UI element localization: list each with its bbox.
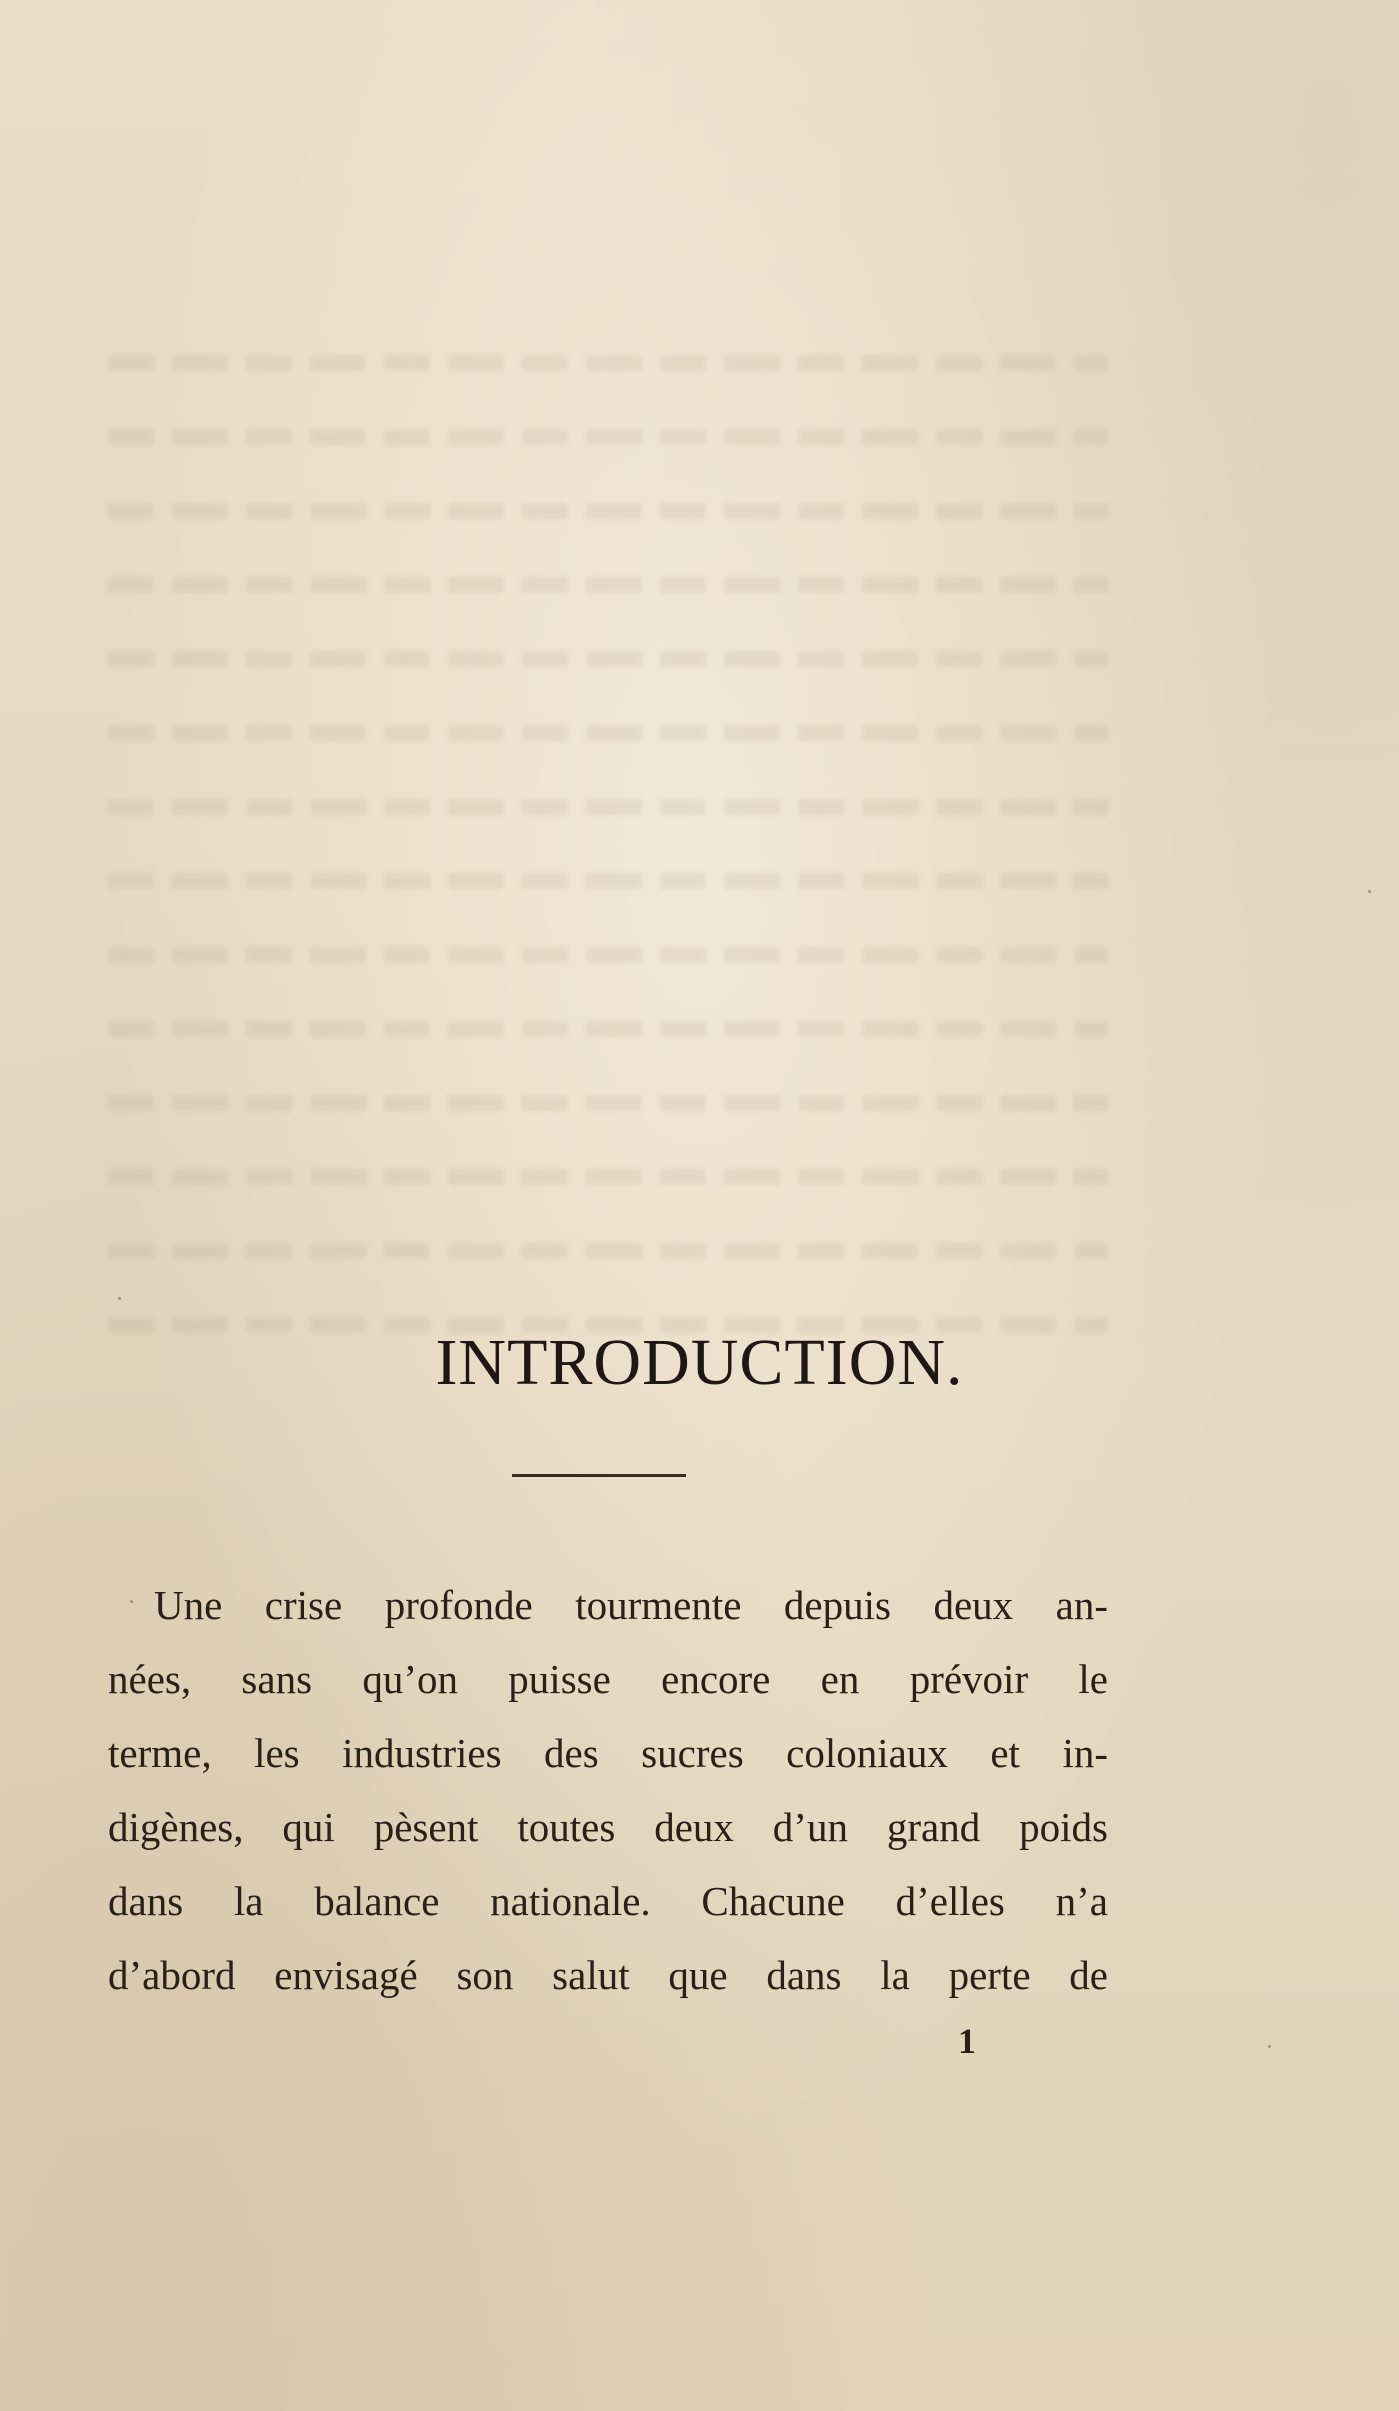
paper-speck (1368, 890, 1371, 893)
text-line: d’abord envisagé son salut que dans la perte de (108, 1952, 1108, 1998)
text-line: nées, sans qu’on puisse encore en prévoir le (108, 1656, 1108, 1702)
show-through-text (108, 355, 1108, 1405)
chapter-title: INTRODUCTION. (435, 1326, 964, 1399)
text-line: terme, les industries des sucres coloniaux et in- (108, 1730, 1108, 1776)
title-rule (512, 1474, 686, 1477)
text-line: Une crise profonde tourmente depuis deux an- (154, 1582, 1108, 1628)
signature-mark: 1 (958, 2021, 976, 2061)
text-line: digènes, qui pèsent toutes deux d’un grand poids (108, 1804, 1108, 1850)
body-paragraph (108, 1568, 1108, 2012)
text-line: dans la balance nationale. Chacune d’elles n’a (108, 1878, 1108, 1924)
paper-speck (118, 1297, 121, 1300)
paper-speck (1268, 2045, 1271, 2048)
paper-speck (130, 1600, 133, 1603)
